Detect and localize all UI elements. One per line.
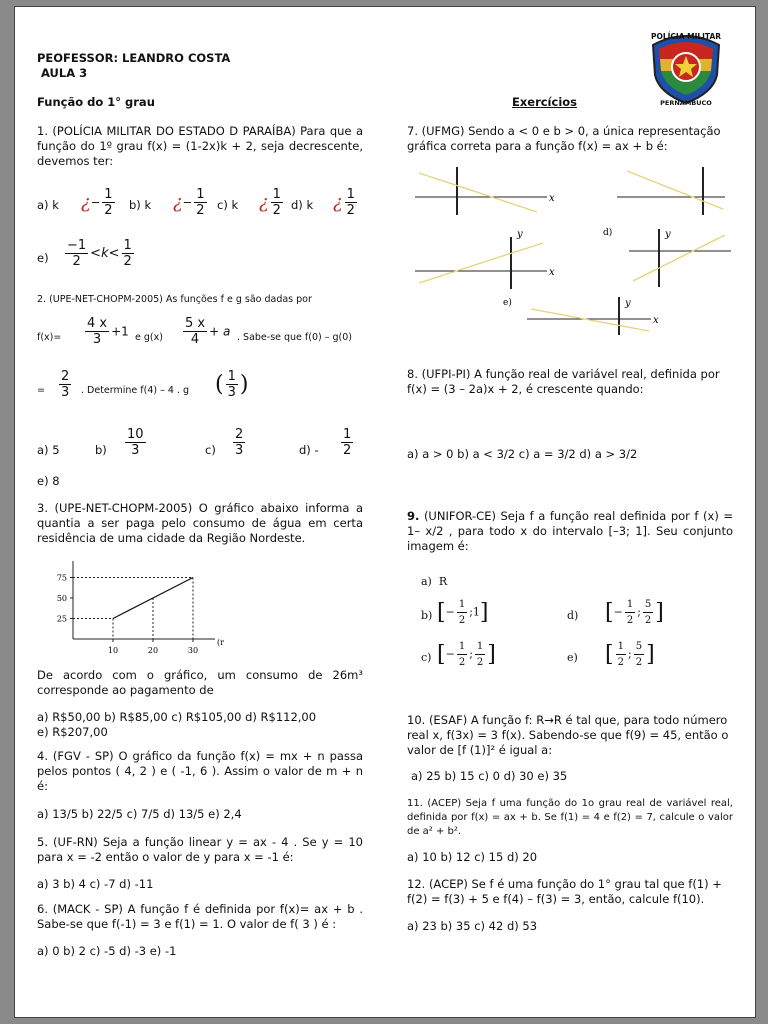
svg-text:POLÍCIA MILITAR: POLÍCIA MILITAR [650, 32, 722, 41]
question-11-options: a) 10 b) 12 c) 15 d) 20 [407, 850, 538, 864]
q7-graph-c [415, 229, 555, 289]
svg-text:x: x [653, 315, 659, 326]
question-12-options: a) 23 b) 35 c) 42 d) 53 [407, 919, 538, 933]
svg-text:y: y [625, 298, 631, 309]
question-2-option-e: e) 8 [37, 474, 60, 488]
y-tick-label: 50 [56, 594, 67, 603]
question-1-text: 1. (POLÍCIA MILITAR DO ESTADO D PARAÍBA) Para que a função do 1º grau f(x) = (1-2x)k + 2, seja decrescente, devemos ter: [37, 124, 363, 168]
question-8-options: a) a > 0 b) a < 3/2 c) a = 3/2 d) a > 3/2 [407, 447, 638, 461]
q7-graph-d [603, 227, 731, 287]
y-tick-label: 75 [56, 573, 67, 583]
question-1-options-row1: a) k ¿− $\frac{1}{2}$ b) k ¿− $\frac{1}{2}$ c) k ¿ $\frac{1}{2}$ d) k ¿ $\frac{1}{2}$ [37, 187, 355, 218]
series-line [113, 578, 193, 619]
question-10-text: 10. (ESAF) A função f: R→R é tal que, para todo número real x, f(3x) = 3 f(x). Sabendo-se que f(9) = 45, então o valor de [f (1)]² é igual a: [407, 713, 729, 757]
topic-title: Função do 1° grau [37, 95, 155, 109]
question-3-options-line1: a) R$50,00 b) R$85,00 c) R$105,00 d) R$112,00 [37, 710, 317, 724]
q7-graph-e [503, 297, 659, 335]
question-11-text: 11. (ACEP) Seja f uma função do 1o grau real de variável real, definida por f(x) = ax + b. Se f(1) = 4 e f(2) = 7, calcule o valor de a² + b². [407, 798, 733, 837]
svg-text:y: y [517, 229, 523, 240]
question-7-text: 7. (UFMG) Sendo a < 0 e b > 0, a única representação gráfica correta para a função f(x) = ax + b é: [407, 124, 721, 153]
police-badge-logo [633, 25, 739, 107]
question-1-option-e: e) $\frac{-1}{2}$ <k< $\frac{1}{2}$ [37, 238, 132, 269]
question-12-text: 12. (ACEP) Se f é uma função do 1° grau tal que f(1) + f(2) = f(3) + 5 e f(4) – f(3) = 3, então, calcule f(10). [407, 877, 722, 906]
question-9-text: 9. (UNIFOR-CE) Seja f a função real definida por f (x) = 1– x/2 , para todo x do intervalo [–3; 1]. Seu conjunto imagem é: [407, 509, 734, 553]
question-3-options-line2: e) R$207,00 [37, 725, 108, 739]
question-5-text: 5. (UF-RN) Seja a função linear y = ax - 4 . Se y = 10 para x = -2 então o valor de y para x = -1 é: [37, 835, 363, 864]
lesson-number: AULA 3 [41, 66, 88, 80]
y-tick-label: 25 [56, 614, 67, 624]
question-6-options: a) 0 b) 2 c) -5 d) -3 e) -1 [37, 944, 177, 958]
x-axis-label: (r [217, 638, 224, 647]
question-2-text: 2. (UPE-NET-CHOPM-2005) As funções f e g são dadas por [37, 294, 312, 305]
x-tick-label: 10 [107, 646, 119, 655]
question-4-options: a) 13/5 b) 22/5 c) 7/5 d) 13/5 e) 2,4 [37, 807, 242, 821]
svg-text:e): e) [503, 298, 512, 308]
question-9-options: a) R b) [− $\frac{1}{2}$ ;1] d) [− $\frac{1}{2}$ ; $\frac{5}{2}$ ] c) [− $\frac{1}{2}$ ; $\frac{1}{2}$ ] e) [ $\frac{1}{2}$ ; $\frac{5}{2}$ ] [421, 575, 664, 668]
svg-text:x: x [549, 267, 555, 278]
question-3-after: De acordo com o gráfico, um consumo de 26m³ corresponde ao pagamento de [37, 668, 363, 697]
question-6-text: 6. (MACK - SP) A função f é definida por f(x)= ax + b . Sabe-se que f(-1) = 3 e f(1) = 1. O valor de f( 3 ) é : [37, 902, 363, 931]
professor-name: PEOFESSOR: LEANDRO COSTA [37, 51, 231, 65]
question-4-text: 4. (FGV - SP) O gráfico da função f(x) = mx + n passa pelos pontos ( 4, 2 ) e ( -1, 6 ). Assim o valor de m + n é: [37, 749, 363, 793]
x-tick-label: 30 [187, 646, 199, 655]
question-10-options: a) 25 b) 15 c) 0 d) 30 e) 35 [411, 769, 568, 783]
svg-text:x: x [549, 193, 555, 204]
question-8-text: 8. (UFPI-PI) A função real de variável real, definida por f(x) = (3 – 2a)x + 2, é crescente quando: [407, 367, 720, 396]
exercises-title: Exercícios [512, 95, 578, 109]
question-2-determine: = $\frac{2}{3}$ . Determine f(4) – 4 . g ( $\frac{1}{3}$ ) [37, 369, 249, 400]
svg-text:d): d) [603, 228, 613, 238]
question-2-functions: f(x)= $\frac{4 x}{3}$ +1 e g(x) $\frac{5 x}{4}$ + a . Sabe-se que f(0) – g(0) [37, 316, 353, 347]
question-3-text: 3. (UPE-NET-CHOPM-2005) O gráfico abaixo informa a quantia a ser paga pelo consumo de água em certa residência de uma cidade da Região Nordeste. [37, 501, 363, 545]
question-7-graph-options [407, 157, 747, 337]
question-5-options: a) 3 b) 4 c) -7 d) -11 [37, 877, 154, 891]
water-consumption-chart [39, 557, 229, 657]
worksheet-page [14, 6, 756, 1018]
svg-text:y: y [665, 229, 671, 240]
x-tick-label: 20 [147, 646, 159, 655]
svg-text:PERNAMBUCO: PERNAMBUCO [660, 99, 712, 107]
q7-graph-b [617, 167, 725, 215]
question-2-options: a) 5 b) $\frac{10}{3}$ c) $\frac{2}{3}$ d) - $\frac{1}{2}$ [37, 427, 352, 458]
q7-graph-a [415, 167, 555, 215]
